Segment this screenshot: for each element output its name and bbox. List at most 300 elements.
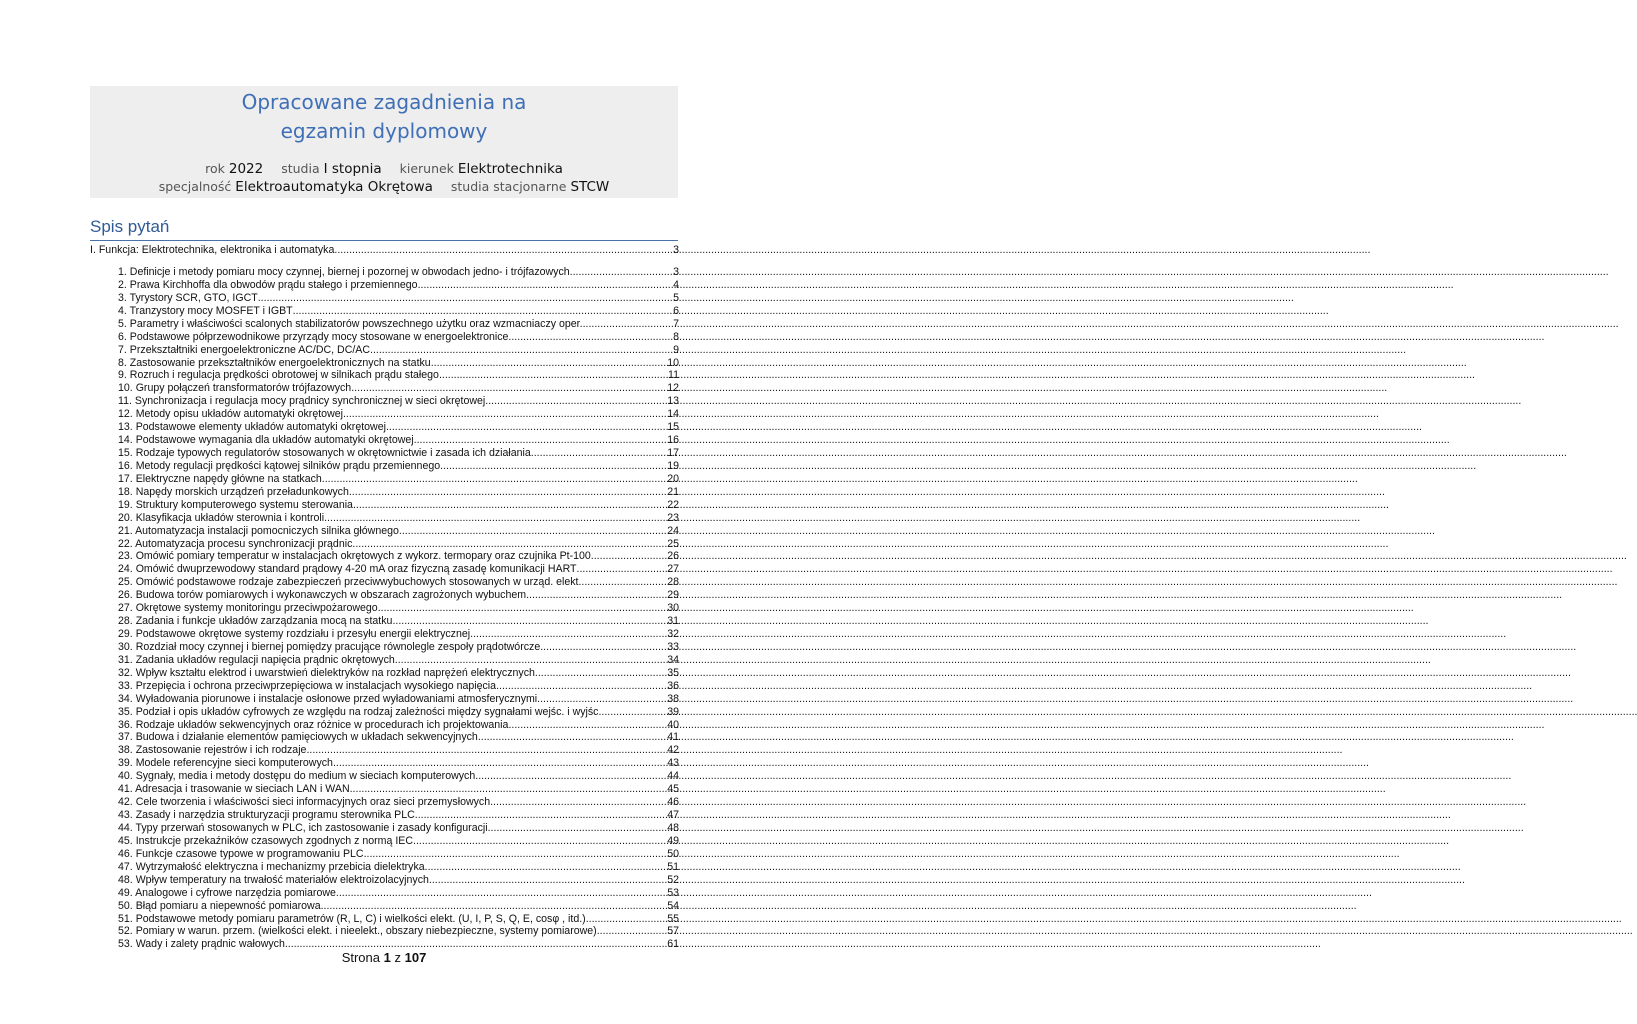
toc-item-label <box>118 770 475 783</box>
toc-item-label <box>118 731 478 744</box>
toc-item[interactable] <box>118 887 679 900</box>
toc-item-title: Zastosowanie rejestrów i ich rodzaje <box>135 744 307 757</box>
toc-item[interactable] <box>118 447 679 460</box>
toc-leader-dots <box>343 408 666 421</box>
toc-item[interactable] <box>118 757 679 770</box>
toc-item-title: Rozdział mocy czynnej i biernej pomiędzy pracujące równolegle zespoły prądotwórcze <box>135 640 541 653</box>
toc-item[interactable] <box>118 331 679 344</box>
toc-item-page: 6 <box>673 304 679 317</box>
toc-item-page: 15 <box>667 421 679 434</box>
toc-item-number: 44. <box>118 821 133 834</box>
toc-item[interactable] <box>118 900 679 913</box>
toc-item-page: 45 <box>667 783 679 796</box>
toc-item[interactable] <box>118 279 679 292</box>
toc-leader-dots <box>370 344 672 357</box>
toc-item-title: Analogowe i cyfrowe narzędzia pomiarowe <box>135 886 336 899</box>
toc-item-title: Tranzystory mocy MOSFET i IGBT <box>129 304 293 317</box>
toc-leader-dots <box>478 731 666 744</box>
toc-item[interactable] <box>118 874 679 887</box>
toc-item[interactable] <box>118 835 679 848</box>
toc-item[interactable] <box>118 822 679 835</box>
toc-leader-dots <box>535 667 666 680</box>
toc-item-label <box>118 395 485 408</box>
toc-item[interactable] <box>118 706 679 719</box>
rok-value: 2022 <box>228 161 264 177</box>
toc-item-number: 36. <box>118 718 133 731</box>
toc-item[interactable] <box>118 538 679 551</box>
toc-item-page: 11 <box>668 369 679 382</box>
toc-item-number: 19. <box>118 498 133 511</box>
toc-item[interactable] <box>118 305 679 318</box>
toc-item[interactable] <box>118 719 679 732</box>
toc-item-number: 50. <box>118 899 133 912</box>
toc-item[interactable] <box>118 499 679 512</box>
toc-item-label <box>118 357 431 370</box>
toc-item-title: Napędy morskich urządzeń przeładunkowych <box>135 485 349 498</box>
toc-item-number: 34. <box>118 692 133 705</box>
toc-item-number: 2. <box>118 278 127 291</box>
footer-total-pages: 107 <box>404 950 427 965</box>
title-box <box>90 86 678 198</box>
toc-leader-dots <box>364 848 667 861</box>
toc-item[interactable] <box>118 473 679 486</box>
toc-item[interactable] <box>118 369 679 382</box>
toc-item-label <box>118 925 597 938</box>
toc-item-title: Grupy połączeń transformatorów trójfazowych <box>135 382 352 395</box>
toc-item[interactable] <box>118 693 679 706</box>
footer-separator: z <box>394 950 401 965</box>
toc-item[interactable] <box>118 848 679 861</box>
toc-leader-dots <box>573 266 673 279</box>
toc-item-number: 18. <box>118 485 133 498</box>
toc-item-title: Rozruch i regulacja prędkości obrotowej w silnikach prądu stałego <box>129 369 439 382</box>
toc-item-number: 46. <box>118 847 133 860</box>
toc-leader-dots <box>439 369 667 382</box>
toc-leader-dots <box>591 550 666 563</box>
toc-item-number: 6. <box>118 330 127 343</box>
document-page <box>0 0 768 1024</box>
toc-item-number: 26. <box>118 589 133 602</box>
toc-item[interactable] <box>118 512 679 525</box>
document-title <box>90 88 678 146</box>
toc-item[interactable] <box>118 925 679 938</box>
kierunek-value: Elektrotechnika <box>457 161 563 177</box>
toc-item-label <box>118 512 324 525</box>
toc-leader-dots <box>350 783 667 796</box>
toc-leader-dots <box>399 525 666 538</box>
toc-item-title: Omówić podstawowe rodzaje zabezpieczeń przeciwwybuchowych stosowanych w urząd. elekt. <box>135 576 582 589</box>
toc-leader-dots <box>322 473 666 486</box>
toc-item-number: 43. <box>118 809 133 822</box>
toc-leader-dots <box>475 770 666 783</box>
toc-item-page: 8 <box>673 330 679 343</box>
toc-leader-dots <box>431 357 667 370</box>
toc-item-title: Zadania i funkcje układów zarządzania mocą na statku <box>135 615 393 628</box>
toc-item-page: 33 <box>667 640 679 653</box>
toc-item-page: 3 <box>673 266 679 278</box>
toc-item-label <box>118 615 392 628</box>
toc-item-number: 31. <box>118 653 133 666</box>
toc-item[interactable] <box>118 421 679 434</box>
toc-leader-dots <box>353 499 666 512</box>
toc-item-number: 45. <box>118 834 133 847</box>
toc-leader-dots <box>470 628 666 641</box>
toc-section-page: 3 <box>673 244 679 256</box>
toc-item-number: 51. <box>118 912 133 925</box>
toc-item-label <box>118 473 322 486</box>
specjalnosc-label: specjalność <box>158 179 232 194</box>
toc-item-page: 44 <box>667 770 679 783</box>
meta-line-1 <box>90 161 678 177</box>
toc-item-number: 3. <box>118 291 127 304</box>
tryb-label: studia stacjonarne <box>450 179 567 194</box>
toc-item-number: 9. <box>118 369 127 382</box>
toc-item-label <box>118 861 425 874</box>
toc-leader-dots <box>413 835 666 848</box>
toc-item-page: 54 <box>667 899 679 912</box>
footer-prefix: Strona <box>341 950 380 965</box>
toc-item-label <box>118 525 399 538</box>
toc-item-title: Typy przerwań stosowanych w PLC, ich zastosowanie i zasady konfiguracji <box>135 821 488 834</box>
toc-leader-dots <box>490 796 666 809</box>
toc-item-label <box>118 421 386 434</box>
toc-item-label <box>118 913 586 926</box>
toc-item[interactable] <box>118 861 679 874</box>
toc-item[interactable] <box>118 344 679 357</box>
toc-item-label <box>118 499 353 512</box>
toc-item-title: Definicje i metody pomiaru mocy czynnej, biernej i pozornej w obwodach jedno- i trójfazowych. <box>129 266 573 278</box>
toc-item-page: 55 <box>667 912 679 925</box>
toc-leader-dots <box>485 395 666 408</box>
toc-item-page: 19 <box>667 459 679 472</box>
toc-item-page: 41 <box>667 731 679 744</box>
toc-leader-dots <box>540 641 666 654</box>
toc-leader-dots <box>352 538 666 551</box>
toc-item-title: Metody regulacji prędkości kątowej silników prądu przemiennego <box>135 459 441 472</box>
toc-item-title: Rodzaje typowych regulatorów stosowanych w okrętownictwie i zasada ich działania <box>135 447 531 460</box>
toc-item-label <box>118 279 418 292</box>
toc-item-label <box>118 667 535 680</box>
toc-item-title: Budowa i działanie elementów pamięciowych w układach sekwencyjnych <box>135 731 478 744</box>
toc-item[interactable] <box>118 680 679 693</box>
toc-leader-dots <box>293 305 672 318</box>
toc-leader-dots <box>586 913 667 926</box>
toc-item-title: Okrętowe systemy monitoringu przeciwpożarowego <box>135 602 378 615</box>
toc-item-page: 16 <box>667 434 679 447</box>
toc-item-number: 24. <box>118 563 133 576</box>
toc-item-page: 35 <box>667 666 679 679</box>
toc-item-title: Wyładowania piorunowe i instalacje osłonowe przed wyładowaniami atmosferycznymi <box>135 692 538 705</box>
toc-item-number: 32. <box>118 666 133 679</box>
toc-item-title: Podstawowe metody pomiaru parametrów (R, L, C) i wielkości elekt. (U, I, P, S, Q, E, cosφ , itd.) <box>135 912 586 925</box>
toc-item-title: Podstawowe elementy układów automatyki okrętowej <box>135 421 386 434</box>
toc-item-label <box>118 563 577 576</box>
toc-item-page: 26 <box>667 550 679 563</box>
toc-item-page: 47 <box>667 809 679 822</box>
toc-item-label <box>118 486 349 499</box>
toc-item-label <box>118 434 414 447</box>
toc-item-title: Prawa Kirchhoffa dla obwodów prądu stałego i przemiennego <box>129 278 418 291</box>
toc-item-label <box>118 408 343 421</box>
toc-item-label <box>118 628 470 641</box>
toc-leader-dots <box>526 589 666 602</box>
toc-item-page: 32 <box>667 628 679 641</box>
toc-item-page: 50 <box>667 847 679 860</box>
toc-section-label: I. Funkcja: Elektrotechnika, elektronika i automatyka <box>90 244 335 256</box>
toc-item-label <box>118 344 370 357</box>
toc-item[interactable] <box>118 395 679 408</box>
toc-item-title: Omówić pomiary temperatur w instalacjach okrętowych z wykorz. termopary oraz czujnika Pt-100 <box>135 550 591 563</box>
meta-line-2 <box>90 179 678 195</box>
toc-item-label <box>118 744 306 757</box>
toc-item-title: Instrukcje przekaźników czasowych zgodnych z normą IEC <box>135 834 414 847</box>
toc-item[interactable] <box>118 460 679 473</box>
toc-item-label <box>118 382 351 395</box>
toc-leader-dots <box>531 447 666 460</box>
toc-item-number: 10. <box>118 382 133 395</box>
toc-item-title: Modele referencyjne sieci komputerowych <box>135 757 333 770</box>
toc-item-page: 22 <box>667 498 679 511</box>
toc-item-label <box>118 447 531 460</box>
toc-leader-dots <box>601 706 666 719</box>
toc-section-entry[interactable] <box>90 244 679 257</box>
toc-item-label <box>118 318 583 331</box>
toc-item-page: 20 <box>667 472 679 485</box>
studia-value: I stopnia <box>323 161 382 177</box>
toc-item-page: 57 <box>667 925 679 938</box>
toc-item-label <box>118 331 508 344</box>
toc-item[interactable] <box>118 266 679 279</box>
toc-item-page: 51 <box>667 860 679 873</box>
toc-item-page: 29 <box>667 589 679 602</box>
toc-item[interactable] <box>118 434 679 447</box>
toc-item-number: 1. <box>118 266 127 278</box>
toc-item-number: 37. <box>118 731 133 744</box>
toc-item-page: 31 <box>667 615 679 628</box>
toc-item-page: 5 <box>673 291 679 304</box>
toc-item-number: 47. <box>118 860 133 873</box>
toc-item-page: 53 <box>667 886 679 899</box>
toc-item-number: 20. <box>118 511 133 524</box>
toc-item-page: 23 <box>667 511 679 524</box>
toc-item-label <box>118 757 333 770</box>
toc-item[interactable] <box>118 486 679 499</box>
toc-item[interactable] <box>118 589 679 602</box>
toc-item[interactable] <box>118 318 679 331</box>
toc-item-title: Sygnały, media i metody dostępu do medium w sieciach komputerowych <box>135 770 476 783</box>
toc-item-title: Zadania układów regulacji napięcia prądnic okrętowych <box>135 653 395 666</box>
toc-item-title: Tyrystory SCR, GTO, IGCT <box>129 291 258 304</box>
toc-item-number: 29. <box>118 628 133 641</box>
toc-item-page: 52 <box>667 873 679 886</box>
toc-item-number: 38. <box>118 744 133 757</box>
toc-leader-dots <box>386 421 666 434</box>
footer-current-page: 1 <box>383 950 391 965</box>
title-line-1: Opracowane zagadnienia na <box>241 90 527 114</box>
toc-item-page: 38 <box>667 692 679 705</box>
toc-item-label <box>118 835 413 848</box>
toc-item-number: 28. <box>118 615 133 628</box>
toc-item-number: 42. <box>118 796 133 809</box>
toc-item[interactable] <box>118 744 679 757</box>
toc-item-label <box>118 887 336 900</box>
toc-item-title: Zasady i narzędzia strukturyzacji programu sterownika PLC <box>135 809 415 822</box>
toc-leader-dots <box>597 925 667 938</box>
kierunek-label: kierunek <box>399 161 454 176</box>
toc-leader-dots <box>392 615 666 628</box>
toc-item-label <box>118 874 429 887</box>
toc-item-title: Podstawowe wymagania dla układów automatyki okrętowej <box>135 434 414 447</box>
toc-leader-dots <box>425 861 667 874</box>
toc-leader-dots <box>429 874 666 887</box>
toc-item-number: 8. <box>118 356 127 369</box>
toc-item[interactable] <box>118 292 679 305</box>
toc-item-page: 4 <box>673 278 679 291</box>
toc-leader-dots <box>324 512 666 525</box>
toc-item-number: 4. <box>118 304 127 317</box>
toc-item-page: 42 <box>667 744 679 757</box>
studia-label: studia <box>281 161 320 176</box>
toc-item-page: 30 <box>667 602 679 615</box>
toc-item-label <box>118 822 488 835</box>
toc-item-page: 43 <box>667 757 679 770</box>
toc-item-number: 5. <box>118 317 127 330</box>
toc-item-title: Przepięcia i ochrona przeciwprzepięciowa w instalacjach wysokiego napięcia <box>135 679 497 692</box>
toc-item-number: 14. <box>118 434 133 447</box>
toc-item-page: 14 <box>667 408 679 421</box>
toc-item-label <box>118 719 508 732</box>
toc-item-number: 13. <box>118 421 133 434</box>
toc-item[interactable] <box>118 731 679 744</box>
toc-leader-dots <box>349 486 666 499</box>
toc-item-page: 61 <box>667 938 679 951</box>
toc-item-title: Omówić dwuprzewodowy standard prądowy 4-20 mA oraz fizyczną zasadę komunikacji HART <box>135 563 577 576</box>
toc-item-number: 27. <box>118 602 133 615</box>
toc-item-label <box>118 538 352 551</box>
toc-item-page: 9 <box>673 343 679 356</box>
toc-item[interactable] <box>118 809 679 822</box>
toc-item-number: 15. <box>118 447 133 460</box>
title-line-2: egzamin dyplomowy <box>280 119 488 143</box>
toc-item-page: 40 <box>667 718 679 731</box>
toc-item-label <box>118 848 364 861</box>
toc-item-label <box>118 680 496 693</box>
toc-item-label <box>118 292 258 305</box>
toc-item-label <box>118 693 537 706</box>
toc-item[interactable] <box>118 382 679 395</box>
toc-item-number: 22. <box>118 537 133 550</box>
specjalnosc-value: Elektroautomatyka Okrętowa <box>235 179 433 195</box>
toc-item-number: 12. <box>118 408 133 421</box>
toc-leader-dots <box>351 382 666 395</box>
toc-item-title: Parametry i właściwości scalonych stabilizatorów powszechnego użytku oraz wzmacniaczy oper. <box>129 317 583 330</box>
toc-item[interactable] <box>118 615 679 628</box>
toc-item-title: Metody opisu układów automatyki okrętowej <box>135 408 343 421</box>
toc-item-title: Wpływ kształtu elektrod i uwarstwień dielektryków na rozkład naprężeń elektrycznych <box>135 666 535 679</box>
toc-item-label <box>118 783 350 796</box>
toc-item-page: 48 <box>667 821 679 834</box>
toc-item-number: 11. <box>118 395 132 408</box>
toc-item-label <box>118 654 395 667</box>
toc-item-label <box>118 369 439 382</box>
toc-item-title: Wytrzymałość elektryczna i mechanizmy przebicia dielektryka <box>135 860 425 873</box>
toc-item-number: 25. <box>118 576 133 589</box>
toc-item[interactable] <box>118 602 679 615</box>
toc-item[interactable] <box>118 563 679 576</box>
toc-item[interactable] <box>118 641 679 654</box>
toc-item-page: 49 <box>667 834 679 847</box>
toc-item-page: 13 <box>667 395 679 408</box>
toc-item-number: 16. <box>118 459 133 472</box>
toc-item-number: 7. <box>118 343 127 356</box>
toc-item-title: Wpływ temperatury na trwałość materiałów elektroizolacyjnych <box>135 873 429 886</box>
toc-leader-dots <box>488 822 667 835</box>
toc-leader-dots <box>333 757 666 770</box>
toc-item-title: Adresacja i trasowanie w sieciach LAN i WAN <box>135 783 350 796</box>
toc-item-number: 49. <box>118 886 133 899</box>
toc-item-label <box>118 550 591 563</box>
toc-item[interactable] <box>118 654 679 667</box>
toc-leader-dots <box>395 654 666 667</box>
toc-item-label <box>118 305 293 318</box>
toc-item[interactable] <box>118 628 679 641</box>
toc-leader-dots <box>440 460 666 473</box>
toc-item-title: Zastosowanie przekształtników energoelektronicznych na statku <box>129 356 431 369</box>
toc-item-label <box>118 602 378 615</box>
toc-item-number: 17. <box>118 472 133 485</box>
toc-item[interactable] <box>118 796 679 809</box>
toc-leader-dots <box>415 809 666 822</box>
toc-item-label <box>118 809 415 822</box>
toc-item[interactable] <box>118 408 679 421</box>
toc-item[interactable] <box>118 770 679 783</box>
toc-item-label <box>118 641 540 654</box>
toc-item[interactable] <box>118 667 679 680</box>
toc-item-page: 46 <box>667 796 679 809</box>
toc-item-number: 23. <box>118 550 133 563</box>
toc-item-label <box>118 589 526 602</box>
toc-item-page: 10 <box>667 356 679 369</box>
toc-item-title: Wady i zalety prądnic wałowych <box>135 938 285 951</box>
toc-item-title: Pomiary w warun. przem. (wielkości elekt. i nieelekt., obszary niebezpieczne, systemy pomiarowe) <box>135 925 597 938</box>
toc-item[interactable] <box>118 783 679 796</box>
toc-item-title: Funkcje czasowe typowe w programowaniu PLC <box>135 847 364 860</box>
toc-item-number: 53. <box>118 938 133 951</box>
rok-label: rok <box>205 161 225 176</box>
toc-item-number: 33. <box>118 679 133 692</box>
toc-item[interactable] <box>118 576 679 589</box>
toc-item-label <box>118 576 581 589</box>
toc-leader-dots <box>508 719 666 732</box>
toc-item[interactable] <box>118 913 679 926</box>
toc-item[interactable] <box>118 357 679 370</box>
toc-leader-dots <box>334 244 672 257</box>
toc-item-page: 25 <box>667 537 679 550</box>
toc-leader-dots <box>577 563 667 576</box>
toc-item-title: Elektryczne napędy główne na statkach <box>135 472 322 485</box>
toc-heading: Spis pytań <box>90 217 170 236</box>
toc-item-label <box>118 900 321 913</box>
toc-item[interactable] <box>118 550 679 563</box>
toc-item-number: 52. <box>118 925 133 938</box>
toc-item-page: 39 <box>667 705 679 718</box>
toc-item-title: Przekształtniki energoelektroniczne AC/DC, DC/AC <box>129 343 371 356</box>
toc-item[interactable] <box>118 525 679 538</box>
toc-item-number: 39. <box>118 757 133 770</box>
page-footer <box>0 950 768 965</box>
toc-item-title: Podział i opis układów cyfrowych ze względu na rodzaj zależności między sygnałami wejśc. i wyjśc. <box>135 705 602 718</box>
toc-leader-dots <box>306 744 666 757</box>
